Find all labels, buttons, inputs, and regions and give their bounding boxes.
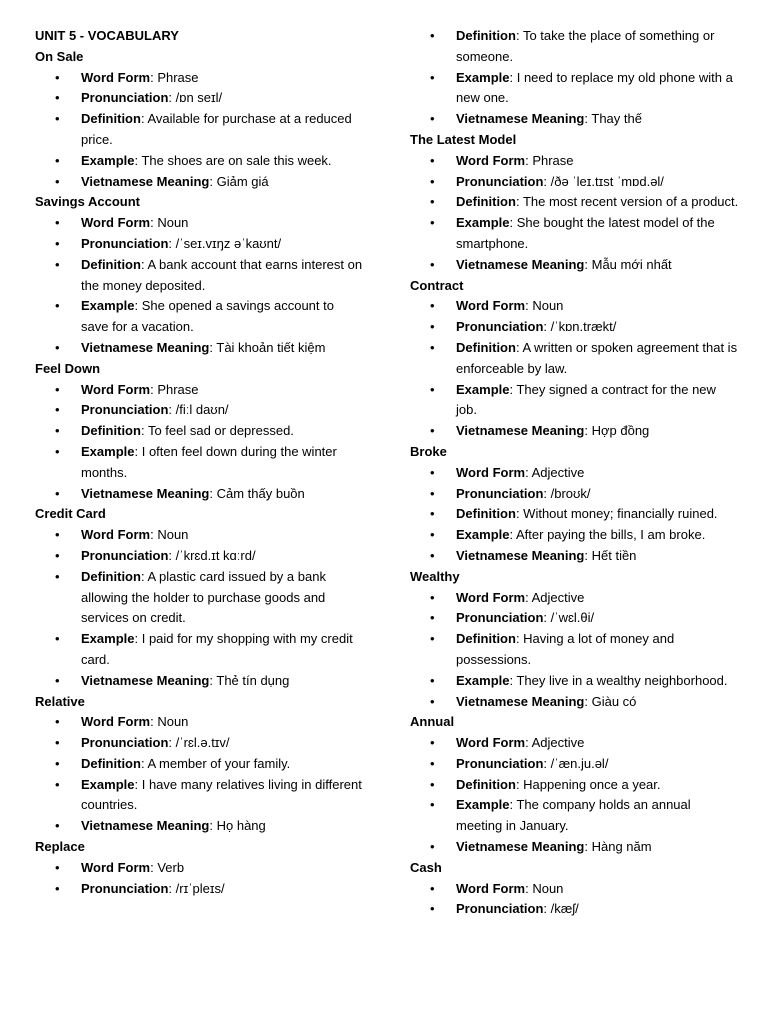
field-label: Word Form [456,464,526,480]
bullet-pronunciation: • Pronunciation: /ðə ˈleɪ.tɪst ˈmɒd.əl/ [410,172,740,193]
field-label: Example [81,443,135,459]
bullet-dot-icon: • [55,672,60,688]
field-value: I have many relatives living in different countries. [81,776,362,813]
vocab-entry [35,692,365,838]
term-title: Wealthy [410,568,460,584]
field-value: Hợp đồng [591,423,650,439]
field-label: Word Form [81,381,151,397]
vocab-entry [410,442,740,567]
field-label: Word Form [456,735,526,751]
bullet-vietnamese: • Vietnamese Meaning: Hết tiền [410,546,740,567]
field-value: /ˈkrɛd.ɪt kɑːrd/ [175,547,256,563]
bullet-example: • Example: She bought the latest model of the smartphone. [430,215,715,251]
bullet-word-form: • Word Form: Noun [410,296,740,317]
field-value: Thẻ tín dụng [216,672,290,688]
bullet-dot-icon: • [430,485,435,501]
field-value: Adjective [531,735,585,751]
field-label: Pronunciation [81,235,169,251]
bullet-dot-icon: • [55,423,60,439]
field-value: Phrase [532,152,574,168]
field-value: I paid for my shopping with my credit card. [81,631,353,667]
field-label: Vietnamese Meaning [81,339,210,355]
bullet-definition: • Definition: Happening once a year. [410,775,740,796]
field-label: Definition [81,568,141,584]
bullet-dot-icon: • [430,735,435,751]
bullet-dot-icon: • [55,527,60,543]
bullet-definition: • Definition: A written or spoken agreement that is enforceable by law. [430,339,738,376]
bullet-definition: • Definition: The most recent version of a product. [410,192,740,213]
bullet-dot-icon: • [430,776,435,792]
field-label: Word Form [81,859,151,875]
bullet-dot-icon: • [55,443,60,459]
field-label: Definition [456,776,516,792]
field-label: Pronunciation [456,755,544,771]
left-column [35,26,365,899]
bullet-pronunciation: • Pronunciation: /broʊk/ [410,484,740,505]
field-label: Example [81,776,135,792]
bullet-dot-icon: • [430,464,435,480]
field-value: /broʊk/ [550,485,591,501]
field-label: Vietnamese Meaning [456,423,585,439]
field-value: Verb [157,859,185,875]
term-title: Annual [410,714,455,730]
field-label: Pronunciation [81,547,169,563]
field-label: Pronunciation [456,485,544,501]
field-label: Definition [81,423,141,439]
field-label: Vietnamese Meaning [456,547,585,563]
field-value: To take the place of something or someone. [456,28,715,64]
vocab-entry [410,858,740,920]
vocab-entry [35,192,365,358]
bullet-dot-icon: • [430,672,435,688]
bullet-dot-icon: • [55,547,60,563]
bullet-pronunciation: • Pronunciation: /kæʃ/ [410,899,740,920]
field-label: Definition [456,194,516,210]
field-label: Example [456,527,510,543]
field-value: The company holds an annual meeting in January. [456,797,691,834]
field-value: I need to replace my old phone with a new one. [456,69,733,106]
bullet-dot-icon: • [430,631,435,647]
bullet-vietnamese: • Vietnamese Meaning: Thay thế [410,109,740,130]
field-value: Adjective [531,589,585,605]
bullet-definition: • Definition: To take the place of something or someone. [430,28,715,64]
bullet-vietnamese: • Vietnamese Meaning: Thẻ tín dụng [35,671,365,692]
field-value: Adjective [531,464,585,480]
bullet-example: • Example: They signed a contract for the new job. [430,381,716,418]
field-label: Pronunciation [456,901,544,917]
field-label: Example [456,381,510,397]
bullet-definition: • Definition: A bank account that earns interest on the money deposited. [55,256,363,293]
field-value: I often feel down during the winter months. [81,443,337,480]
bullet-example: • Example: I need to replace my old phone with a new one. [430,69,733,106]
vocab-entry [410,567,740,713]
vocab-entry [410,276,740,442]
field-value: /rɪˈpleɪs/ [175,880,225,896]
bullet-word-form: • Word Form: Noun [35,525,365,546]
vocab-entry [35,504,365,691]
entry-details [35,380,365,505]
field-label: Word Form [81,714,151,730]
field-label: Vietnamese Meaning [456,111,585,127]
document-title: UNIT 5 - VOCABULARY [35,28,179,43]
bullet-dot-icon: • [430,256,435,272]
bullet-dot-icon: • [55,735,60,751]
field-value: They signed a contract for the new job. [456,381,716,418]
bullet-dot-icon: • [430,173,435,189]
bullet-definition: • Definition: A plastic card issued by a bank allowing the holder to purchase goods and services on credit. [55,568,326,626]
field-label: Word Form [81,69,151,85]
bullet-dot-icon: • [430,194,435,210]
bullet-dot-icon: • [430,755,435,771]
field-label: Example [456,215,510,231]
field-value: /ɒn seɪl/ [175,90,223,106]
field-label: Pronunciation [81,90,169,106]
field-value: Hàng năm [591,839,652,855]
field-label: Definition [456,339,516,355]
bullet-example: • Example: I often feel down during the winter months. [55,443,337,480]
bullet-dot-icon: • [430,527,435,543]
field-value: Mẫu mới nhất [591,256,672,272]
field-value: /ˈrɛl.ə.tɪv/ [175,735,230,751]
bullet-dot-icon: • [430,901,435,917]
field-label: Vietnamese Meaning [81,672,210,688]
bullet-pronunciation: • Pronunciation: /ˈwɛl.θi/ [410,608,740,629]
field-value: Happening once a year. [523,776,661,792]
bullet-dot-icon: • [55,755,60,771]
bullet-pronunciation: • Pronunciation: /ˈkɒn.trækt/ [410,317,740,338]
field-value: Noun [157,215,189,231]
entry-details [35,858,365,900]
entry-details [410,463,740,567]
vocab-entry [35,837,365,899]
entry-details [35,213,365,359]
field-value: Noun [532,298,564,314]
field-label: Example [81,152,135,168]
vocab-entry [35,359,365,505]
bullet-dot-icon: • [55,880,60,896]
bullet-pronunciation: • Pronunciation: /ˈseɪ.vɪŋz əˈkaʊnt/ [35,234,365,255]
bullet-dot-icon: • [430,693,435,709]
bullet-example: • Example: They live in a wealthy neighborhood. [410,671,740,692]
field-label: Word Form [81,527,151,543]
field-value: The most recent version of a product. [522,194,739,210]
vocab-entry [35,47,365,193]
bullet-dot-icon: • [55,215,60,231]
term-title: Savings Account [35,194,140,210]
bullet-word-form: • Word Form: Verb [35,858,365,879]
field-value: Available for purchase at a reduced price. [81,111,352,147]
bullet-dot-icon: • [55,111,60,127]
field-label: Definition [456,506,516,522]
field-label: Pronunciation [81,735,169,751]
bullet-example: • Example: She opened a savings account to save for a vacation. [55,298,334,335]
bullet-dot-icon: • [430,381,435,397]
bullet-dot-icon: • [55,152,60,168]
bullet-dot-icon: • [430,339,435,355]
bullet-dot-icon: • [430,111,435,127]
bullet-dot-icon: • [55,631,60,647]
field-value: /ˈæn.ju.əl/ [550,755,609,771]
field-value: They live in a wealthy neighborhood. [516,672,728,688]
entry-details [35,712,365,837]
bullet-word-form: • Word Form: Phrase [410,151,740,172]
term-title: Relative [35,693,85,709]
bullet-word-form: • Word Form: Noun [35,712,365,733]
bullet-dot-icon: • [430,28,435,43]
field-label: Vietnamese Meaning [81,485,210,501]
field-label: Pronunciation [456,610,544,626]
field-value: Hết tiền [591,547,637,563]
field-value: She bought the latest model of the smartphone. [456,215,715,251]
field-label: Word Form [456,152,526,168]
bullet-dot-icon: • [430,797,435,813]
bullet-dot-icon: • [430,880,435,896]
bullet-vietnamese: • Vietnamese Meaning: Cảm thấy buồn [35,484,365,505]
field-value: /ˈseɪ.vɪŋz əˈkaʊnt/ [175,235,282,251]
bullet-dot-icon: • [430,319,435,335]
field-value: A written or spoken agreement that is enforceable by law. [456,339,738,376]
vocab-entry [410,130,740,276]
field-value: Thay thế [591,111,642,127]
bullet-vietnamese: • Vietnamese Meaning: Hợp đồng [410,421,740,442]
bullet-dot-icon: • [55,173,60,189]
field-label: Pronunciation [81,402,169,418]
field-value: The shoes are on sale this week. [141,152,332,168]
bullet-dot-icon: • [55,714,60,730]
vocab-entry [410,712,740,858]
bullet-dot-icon: • [430,152,435,168]
bullet-word-form: • Word Form: Adjective [410,733,740,754]
bullet-dot-icon: • [55,381,60,397]
term-title: Cash [410,859,442,875]
field-label: Definition [81,111,141,127]
bullet-definition: • Definition: Having a lot of money and possessions. [430,631,675,667]
field-value: A member of your family. [147,755,291,771]
field-label: Example [456,797,510,813]
term-title: The Latest Model [410,131,517,147]
term-title: Broke [410,443,447,459]
bullet-definition: • Definition: To feel sad or depressed. [35,421,365,442]
field-value: She opened a savings account to save for a vacation. [81,298,334,335]
field-label: Example [456,672,510,688]
bullet-example: • Example: I have many relatives living in different countries. [55,776,362,813]
bullet-pronunciation: • Pronunciation: /ɒn seɪl/ [35,88,365,109]
field-label: Definition [456,631,516,647]
bullet-example: • Example: The shoes are on sale this week. [35,151,365,172]
bullet-dot-icon: • [430,298,435,314]
bullet-dot-icon: • [55,298,60,314]
bullet-dot-icon: • [55,90,60,106]
bullet-pronunciation: • Pronunciation: /ˈrɛl.ə.tɪv/ [35,733,365,754]
bullet-vietnamese: • Vietnamese Meaning: Họ hàng [35,816,365,837]
bullet-pronunciation: • Pronunciation: /fiːl daʊn/ [35,400,365,421]
field-value: A bank account that earns interest on the money deposited. [81,256,363,293]
bullet-vietnamese: • Vietnamese Meaning: Tài khoản tiết kiệm [35,338,365,359]
term-title: Feel Down [35,360,101,376]
bullet-example: • Example: The company holds an annual meeting in January. [430,797,691,834]
bullet-word-form: • Word Form: Adjective [410,463,740,484]
field-value: Noun [157,714,189,730]
bullet-word-form: • Word Form: Noun [410,879,740,900]
field-label: Vietnamese Meaning [456,839,585,855]
bullet-definition: • Definition: Available for purchase at a reduced price. [55,111,352,147]
field-label: Vietnamese Meaning [456,256,585,272]
entry-details [410,588,740,713]
field-label: Word Form [456,298,526,314]
field-label: Pronunciation [456,319,544,335]
field-value: /fiːl daʊn/ [175,402,229,418]
bullet-word-form: • Word Form: Adjective [410,588,740,609]
entry-details-continued [410,26,740,130]
right-column [410,26,740,920]
field-label: Vietnamese Meaning [456,693,585,709]
field-value: /ðə ˈleɪ.tɪst ˈmɒd.əl/ [550,173,664,189]
bullet-pronunciation: • Pronunciation: /rɪˈpleɪs/ [35,879,365,900]
field-value: Giàu có [591,693,637,709]
bullet-dot-icon: • [55,485,60,501]
entry-details [35,525,365,691]
bullet-dot-icon: • [430,839,435,855]
bullet-dot-icon: • [430,506,435,522]
entry-details [410,151,740,276]
field-value: Họ hàng [216,818,266,834]
field-label: Example [81,298,135,314]
bullet-vietnamese: • Vietnamese Meaning: Giàu có [410,692,740,713]
field-label: Definition [81,755,141,771]
entry-details [410,296,740,442]
bullet-dot-icon: • [55,402,60,418]
term-title: Credit Card [35,506,106,522]
field-value: Having a lot of money and possessions. [456,631,675,667]
entry-details [410,733,740,858]
field-value: A plastic card issued by a bank allowing the holder to purchase goods and services on credit. [81,568,326,626]
field-value: Giảm giá [216,173,269,189]
field-value: Noun [532,880,564,896]
bullet-dot-icon: • [430,547,435,563]
bullet-example: • Example: After paying the bills, I am broke. [410,525,740,546]
field-label: Example [81,631,135,647]
entry-details [35,68,365,193]
bullet-dot-icon: • [55,235,60,251]
field-label: Example [456,69,510,85]
bullet-dot-icon: • [55,568,60,584]
entry-details [410,879,740,921]
bullet-word-form: • Word Form: Phrase [35,380,365,401]
term-title: Contract [410,277,464,293]
term-title: Replace [35,839,85,855]
field-label: Pronunciation [456,173,544,189]
field-value: Noun [157,527,189,543]
field-value: /ˈwɛl.θi/ [550,610,595,626]
field-value: Phrase [157,381,199,397]
bullet-dot-icon: • [430,589,435,605]
field-label: Pronunciation [81,880,169,896]
bullet-vietnamese: • Vietnamese Meaning: Hàng năm [410,837,740,858]
field-label: Word Form [81,215,151,231]
bullet-word-form: • Word Form: Phrase [35,68,365,89]
bullet-vietnamese: • Vietnamese Meaning: Mẫu mới nhất [410,255,740,276]
bullet-dot-icon: • [55,69,60,85]
bullet-definition: • Definition: Without money; financially ruined. [410,504,740,525]
bullet-dot-icon: • [430,423,435,439]
field-label: Vietnamese Meaning [81,818,210,834]
term-title: On Sale [35,48,84,64]
field-value: /kæʃ/ [550,901,579,917]
field-value: Tài khoản tiết kiệm [216,339,326,355]
bullet-definition: • Definition: A member of your family. [35,754,365,775]
bullet-dot-icon: • [55,859,60,875]
bullet-pronunciation: • Pronunciation: /ˈæn.ju.əl/ [410,754,740,775]
field-label: Vietnamese Meaning [81,173,210,189]
field-label: Definition [81,256,141,272]
bullet-dot-icon: • [55,256,60,272]
field-value: /ˈkɒn.trækt/ [550,319,617,335]
bullet-dot-icon: • [55,776,60,792]
field-value: Cảm thấy buồn [216,485,305,501]
field-label: Definition [456,28,516,43]
bullet-pronunciation: • Pronunciation: /ˈkrɛd.ɪt kɑːrd/ [35,546,365,567]
bullet-dot-icon: • [55,339,60,355]
bullet-word-form: • Word Form: Noun [35,213,365,234]
bullet-vietnamese: • Vietnamese Meaning: Giảm giá [35,172,365,193]
bullet-example: • Example: I paid for my shopping with my credit card. [55,631,353,667]
bullet-dot-icon: • [430,69,435,85]
field-value: Phrase [157,69,199,85]
field-value: Without money; financially ruined. [523,506,718,522]
bullet-dot-icon: • [430,215,435,231]
field-label: Word Form [456,589,526,605]
field-value: To feel sad or depressed. [147,423,294,439]
bullet-dot-icon: • [430,610,435,626]
field-label: Word Form [456,880,526,896]
field-value: After paying the bills, I am broke. [516,527,706,543]
bullet-dot-icon: • [55,818,60,834]
